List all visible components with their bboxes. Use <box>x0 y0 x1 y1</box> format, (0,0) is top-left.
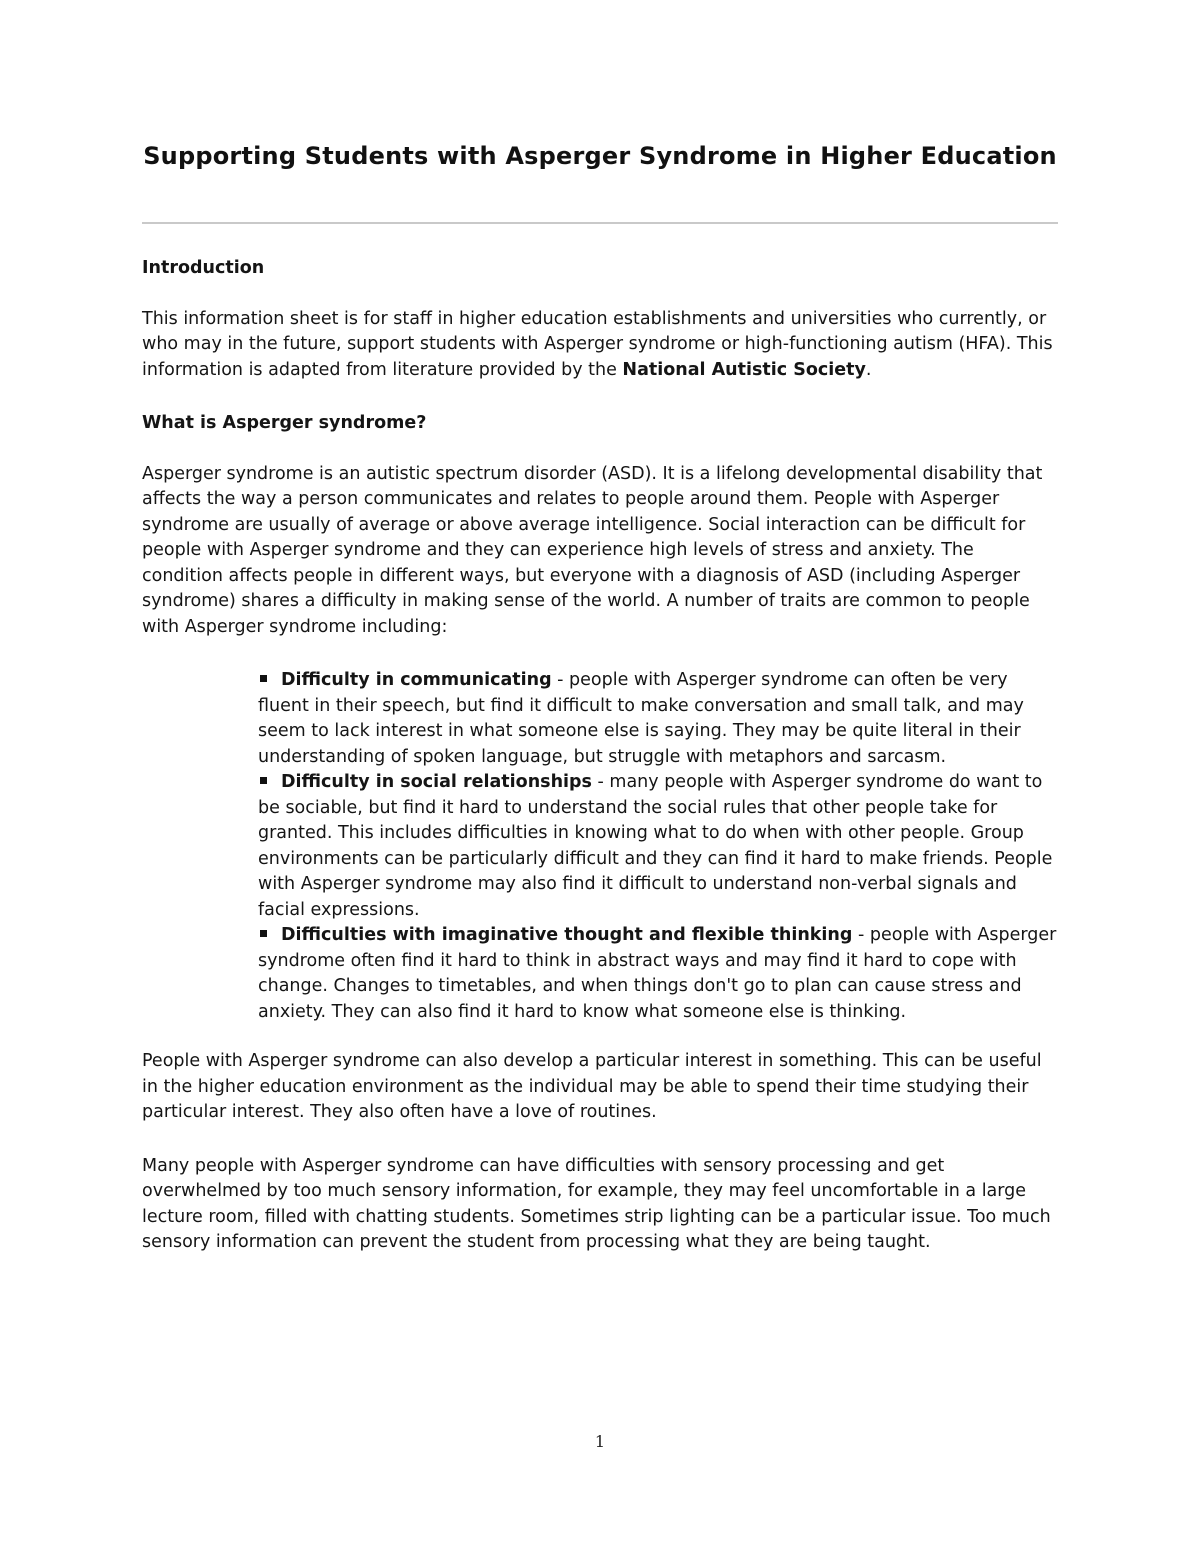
page-number: 1 <box>594 1432 606 1451</box>
what-is-paragraph: Asperger syndrome is an autistic spectrum disorder (ASD). It is a lifelong developmental disability that affects the way a person communicates and relates to people around them. People with Asperger syndrome are usually of average or above average intelligence. Social interaction can be difficult for people with Asperger syndrome and they can experience high levels of stress and anxiety. The condition affects people in different ways, but everyone with a diagnosis of ASD (including Asperger syndrome) shares a difficulty in making sense of the world. A number of traits are common to people with Asperger syndrome including: <box>142 463 1043 637</box>
trait-term: Difficulty in communicating <box>281 670 552 690</box>
traits-list <box>142 668 1060 1025</box>
document-title: Supporting Students with Asperger Syndrome in Higher Education <box>143 142 1057 170</box>
square-bullet-icon <box>260 777 267 784</box>
trait-term: Difficulty in social relationships <box>281 772 592 792</box>
trait-description: - people with Asperger syndrome often find it hard to think in abstract ways and may find it hard to cope with change. Changes to timetables, and when things don't go to plan can cause stress and anxiety. They can also find it hard to know what someone else is thinking. <box>258 925 1057 1022</box>
special-interests-paragraph: People with Asperger syndrome can also develop a particular interest in something. This can be useful in the higher education environment as the individual may be able to spend their time studying their particular interest. They also often have a love of routines. <box>142 1051 1042 1122</box>
list-item <box>258 668 1060 770</box>
section-heading-introduction: Introduction <box>142 258 265 278</box>
document-body <box>142 256 1060 1284</box>
square-bullet-icon <box>260 930 267 937</box>
trait-term: Difficulties with imaginative thought and flexible thinking <box>281 925 853 945</box>
introduction-end: . <box>865 359 872 380</box>
list-item <box>258 923 1060 1025</box>
introduction-text: This information sheet is for staff in higher education establishments and universities who currently, or who may in the future, support students with Asperger syndrome or high-functioning autism (HFA). This information is adapted from literature provided by the <box>142 308 1053 380</box>
section-heading-what-is: What is Asperger syndrome? <box>142 413 427 433</box>
list-item <box>258 770 1060 923</box>
square-bullet-icon <box>260 675 267 682</box>
introduction-paragraph <box>142 307 1060 384</box>
trait-description: - people with Asperger syndrome can often be very fluent in their speech, but find it difficult to make conversation and small talk, and may seem to lack interest in what someone else is saying. They may be quite literal in their understanding of spoken language, but struggle with metaphors and sarcasm. <box>258 670 1024 767</box>
sensory-processing-paragraph: Many people with Asperger syndrome can have difficulties with sensory processing and get overwhelmed by too much sensory information, for example, they may feel uncomfortable in a large lecture room, filled with chatting students. Sometimes strip lighting can be a particular issue. Too much sensory information can prevent the student from processing what they are being taught. <box>142 1155 1051 1252</box>
organisation-name: National Autistic Society <box>622 359 866 380</box>
title-divider <box>142 222 1058 224</box>
trait-description: - many people with Asperger syndrome do want to be sociable, but find it hard to understand the social rules that other people take for granted. This includes difficulties in knowing what to do when with other people. Group environments can be particularly difficult and they can find it hard to make friends. People with Asperger syndrome may also find it difficult to understand non-verbal signals and facial expressions. <box>258 772 1053 920</box>
